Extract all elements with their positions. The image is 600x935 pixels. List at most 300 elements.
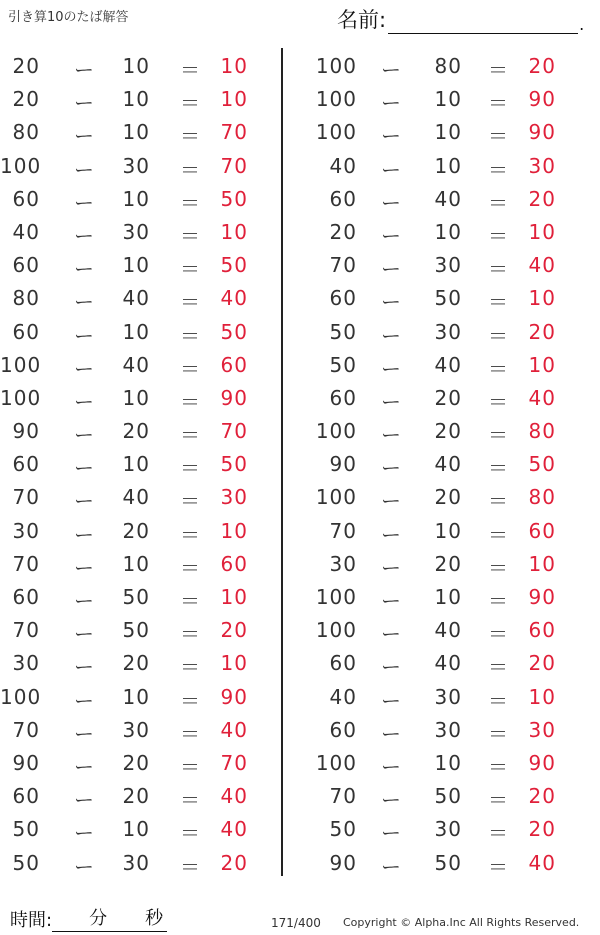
problem-row (0, 248, 280, 281)
problem-row (305, 613, 585, 646)
answer: 90 (528, 87, 556, 112)
answer: 40 (528, 253, 556, 278)
problem-row (0, 215, 280, 248)
problem-row (305, 149, 585, 182)
answer: 60 (220, 551, 248, 576)
time-blank-line (52, 909, 167, 932)
answer: 20 (528, 186, 556, 211)
subtrahend: 10 (122, 120, 150, 145)
subtrahend: 10 (122, 319, 150, 344)
problem-row (0, 613, 280, 646)
equals-sign: ＝ (180, 223, 201, 248)
equals-sign: ＝ (488, 555, 509, 580)
minus-sign: ー (381, 423, 402, 448)
minuend: 60 (329, 186, 357, 211)
minus-sign: ー (74, 290, 95, 315)
equals-sign: ＝ (488, 323, 509, 348)
problem-row (0, 49, 280, 82)
minus-sign: ー (74, 356, 95, 381)
minuend: 100 (0, 385, 42, 410)
minuend: 20 (12, 87, 40, 112)
problem-row (305, 281, 585, 314)
problem-row (0, 713, 280, 746)
minuend: 70 (329, 784, 357, 809)
minuend: 70 (12, 717, 40, 742)
answer: 30 (220, 485, 248, 510)
equals-sign: ＝ (488, 821, 509, 846)
answer: 40 (220, 817, 248, 842)
minus-sign: ー (381, 58, 402, 82)
answer: 10 (220, 87, 248, 112)
equals-sign: ＝ (180, 356, 201, 381)
equals-sign: ＝ (180, 91, 201, 116)
problem-row (0, 414, 280, 447)
answer: 70 (220, 120, 248, 145)
subtrahend: 30 (434, 684, 462, 709)
answer: 60 (220, 352, 248, 377)
answer: 70 (220, 419, 248, 444)
minus-sign: ー (74, 423, 95, 448)
minuend: 60 (12, 253, 40, 278)
problem-row (0, 480, 280, 513)
answer: 20 (528, 817, 556, 842)
answer: 90 (528, 750, 556, 775)
minus-sign: ー (381, 157, 402, 182)
equals-sign: ＝ (488, 688, 509, 713)
equals-sign: ＝ (180, 190, 201, 215)
problem-row (0, 82, 280, 115)
equals-sign: ＝ (488, 389, 509, 414)
problem-row (305, 248, 585, 281)
minuend: 80 (12, 286, 40, 311)
minutes-label: 分 (89, 908, 108, 929)
minus-sign: ー (381, 522, 402, 547)
equals-sign: ＝ (488, 91, 509, 116)
answer: 10 (220, 518, 248, 543)
subtrahend: 50 (122, 618, 150, 643)
equals-sign: ＝ (488, 721, 509, 746)
minus-sign: ー (74, 58, 95, 82)
minus-sign: ー (74, 622, 95, 647)
minus-sign: ー (74, 323, 95, 348)
subtrahend: 10 (434, 153, 462, 178)
problem-row (305, 447, 585, 480)
subtrahend: 20 (122, 784, 150, 809)
problem-row (0, 514, 280, 547)
answer: 60 (528, 618, 556, 643)
minus-sign: ー (381, 555, 402, 580)
answer: 10 (528, 684, 556, 709)
answer: 20 (528, 54, 556, 78)
subtrahend: 50 (434, 850, 462, 875)
name-dot: . (579, 15, 585, 34)
minus-sign: ー (74, 788, 95, 813)
minuend: 60 (12, 585, 40, 609)
problem-row (305, 846, 585, 879)
subtrahend: 40 (122, 485, 150, 510)
minus-sign: ー (74, 655, 95, 680)
subtrahend: 10 (122, 817, 150, 842)
minus-sign: ー (74, 223, 95, 248)
minus-sign: ー (381, 589, 402, 613)
answer: 90 (528, 120, 556, 145)
subtrahend: 40 (434, 651, 462, 676)
equals-sign: ＝ (488, 589, 509, 613)
equals-sign: ＝ (180, 655, 201, 680)
answer: 10 (528, 551, 556, 576)
subtrahend: 10 (434, 120, 462, 145)
subtrahend: 10 (122, 87, 150, 112)
minuend: 20 (329, 219, 357, 244)
equals-sign: ＝ (488, 58, 509, 82)
minuend: 90 (329, 452, 357, 477)
minuend: 50 (12, 817, 40, 842)
subtrahend: 40 (122, 286, 150, 311)
minus-sign: ー (381, 821, 402, 846)
name-blank-line (388, 9, 578, 34)
problem-row (305, 82, 585, 115)
equals-sign: ＝ (180, 157, 201, 182)
minus-sign: ー (381, 290, 402, 315)
equals-sign: ＝ (180, 124, 201, 149)
subtrahend: 10 (434, 87, 462, 112)
minuend: 70 (12, 551, 40, 576)
problem-row (305, 680, 585, 713)
minus-sign: ー (74, 522, 95, 547)
subtrahend: 30 (434, 817, 462, 842)
equals-sign: ＝ (488, 257, 509, 282)
problem-row (0, 846, 280, 879)
minus-sign: ー (381, 688, 402, 713)
minuend: 90 (329, 850, 357, 875)
problem-row (305, 182, 585, 215)
answer: 30 (528, 717, 556, 742)
subtrahend: 80 (434, 54, 462, 78)
minuend: 100 (315, 120, 357, 145)
subtrahend: 40 (122, 352, 150, 377)
minuend: 90 (12, 419, 40, 444)
answer: 50 (528, 452, 556, 477)
minuend: 70 (329, 518, 357, 543)
subtrahend: 10 (122, 253, 150, 278)
answer: 20 (220, 618, 248, 643)
minuend: 100 (315, 585, 357, 609)
subtrahend: 30 (434, 319, 462, 344)
answer: 10 (220, 219, 248, 244)
subtrahend: 10 (434, 750, 462, 775)
problem-row (305, 646, 585, 679)
answer: 70 (220, 153, 248, 178)
minus-sign: ー (74, 190, 95, 215)
minuend: 100 (315, 87, 357, 112)
answer: 90 (220, 385, 248, 410)
subtrahend: 40 (434, 186, 462, 211)
subtrahend: 20 (434, 385, 462, 410)
subtrahend: 10 (122, 385, 150, 410)
equals-sign: ＝ (488, 522, 509, 547)
minuend: 50 (329, 352, 357, 377)
equals-sign: ＝ (488, 622, 509, 647)
equals-sign: ＝ (488, 190, 509, 215)
problem-row (0, 746, 280, 779)
problem-row (0, 779, 280, 812)
problem-row (0, 447, 280, 480)
subtrahend: 20 (122, 419, 150, 444)
equals-sign: ＝ (488, 655, 509, 680)
equals-sign: ＝ (180, 721, 201, 746)
minuend: 60 (329, 717, 357, 742)
minus-sign: ー (381, 854, 402, 879)
minuend: 50 (12, 850, 40, 875)
answer: 60 (528, 518, 556, 543)
equals-sign: ＝ (488, 489, 509, 514)
answer: 40 (528, 385, 556, 410)
minus-sign: ー (74, 821, 95, 846)
right-problem-column (305, 49, 585, 879)
problem-row (305, 580, 585, 613)
equals-sign: ＝ (180, 788, 201, 813)
problem-row (305, 779, 585, 812)
minus-sign: ー (381, 124, 402, 149)
minuend: 60 (12, 784, 40, 809)
equals-sign: ＝ (488, 356, 509, 381)
minus-sign: ー (74, 589, 95, 613)
subtrahend: 20 (122, 651, 150, 676)
minuend: 30 (329, 551, 357, 576)
minus-sign: ー (381, 91, 402, 116)
equals-sign: ＝ (180, 754, 201, 779)
answer: 90 (528, 585, 556, 609)
problem-row (0, 646, 280, 679)
minus-sign: ー (381, 190, 402, 215)
equals-sign: ＝ (180, 622, 201, 647)
answer: 70 (220, 750, 248, 775)
equals-sign: ＝ (180, 290, 201, 315)
minus-sign: ー (381, 489, 402, 514)
problem-row (305, 746, 585, 779)
equals-sign: ＝ (180, 456, 201, 481)
problem-row (0, 348, 280, 381)
equals-sign: ＝ (180, 688, 201, 713)
subtrahend: 30 (434, 717, 462, 742)
equals-sign: ＝ (180, 323, 201, 348)
equals-sign: ＝ (488, 754, 509, 779)
answer: 10 (528, 352, 556, 377)
problem-row (305, 812, 585, 845)
minus-sign: ー (381, 788, 402, 813)
problem-row (305, 49, 585, 82)
minuend: 100 (315, 750, 357, 775)
minus-sign: ー (74, 721, 95, 746)
minuend: 100 (0, 352, 42, 377)
minuend: 30 (12, 651, 40, 676)
minuend: 90 (12, 750, 40, 775)
minus-sign: ー (381, 456, 402, 481)
subtrahend: 30 (122, 850, 150, 875)
minus-sign: ー (381, 323, 402, 348)
minuend: 60 (329, 651, 357, 676)
subtrahend: 20 (434, 485, 462, 510)
equals-sign: ＝ (180, 489, 201, 514)
problem-row (305, 514, 585, 547)
minuend: 50 (329, 319, 357, 344)
problem-row (305, 215, 585, 248)
problem-row (305, 713, 585, 746)
time-field (10, 906, 167, 932)
minuend: 60 (329, 286, 357, 311)
answer: 10 (528, 286, 556, 311)
subtrahend: 10 (434, 585, 462, 609)
subtrahend: 20 (122, 750, 150, 775)
answer: 10 (528, 219, 556, 244)
problem-row (305, 414, 585, 447)
equals-sign: ＝ (180, 821, 201, 846)
minuend: 100 (315, 485, 357, 510)
equals-sign: ＝ (488, 223, 509, 248)
equals-sign: ＝ (488, 788, 509, 813)
answer: 10 (220, 651, 248, 676)
answer: 20 (220, 850, 248, 875)
minus-sign: ー (74, 854, 95, 879)
answer: 10 (220, 54, 248, 78)
answer: 40 (220, 784, 248, 809)
minuend: 50 (329, 817, 357, 842)
minus-sign: ー (74, 489, 95, 514)
minuend: 80 (12, 120, 40, 145)
subtrahend: 40 (434, 352, 462, 377)
problem-row (305, 381, 585, 414)
subtrahend: 10 (434, 219, 462, 244)
problem-row (305, 315, 585, 348)
minus-sign: ー (381, 223, 402, 248)
subtrahend: 50 (122, 585, 150, 609)
subtrahend: 50 (434, 784, 462, 809)
equals-sign: ＝ (180, 58, 201, 82)
answer: 10 (220, 585, 248, 609)
subtrahend: 50 (434, 286, 462, 311)
time-label: 時間: (10, 910, 53, 931)
answer: 20 (528, 651, 556, 676)
answer: 90 (220, 684, 248, 709)
equals-sign: ＝ (180, 389, 201, 414)
subtrahend: 40 (434, 452, 462, 477)
equals-sign: ＝ (488, 124, 509, 149)
minuend: 100 (315, 54, 357, 78)
minuend: 100 (0, 684, 42, 709)
minus-sign: ー (74, 555, 95, 580)
minus-sign: ー (74, 257, 95, 282)
subtrahend: 20 (434, 419, 462, 444)
subtrahend: 30 (434, 253, 462, 278)
problem-row (0, 315, 280, 348)
minus-sign: ー (74, 456, 95, 481)
column-divider (281, 48, 283, 876)
answer: 30 (528, 153, 556, 178)
minuend: 70 (329, 253, 357, 278)
equals-sign: ＝ (180, 555, 201, 580)
subtrahend: 30 (122, 153, 150, 178)
minuend: 100 (0, 153, 42, 178)
equals-sign: ＝ (180, 257, 201, 282)
subtrahend: 40 (434, 618, 462, 643)
name-field (337, 4, 584, 34)
minus-sign: ー (381, 655, 402, 680)
minus-sign: ー (381, 754, 402, 779)
answer: 50 (220, 452, 248, 477)
minus-sign: ー (381, 622, 402, 647)
minuend: 60 (329, 385, 357, 410)
answer: 40 (220, 286, 248, 311)
problem-row (305, 547, 585, 580)
minus-sign: ー (74, 124, 95, 149)
minus-sign: ー (381, 389, 402, 414)
problem-row (0, 812, 280, 845)
problem-row (0, 281, 280, 314)
subtrahend: 10 (122, 551, 150, 576)
equals-sign: ＝ (180, 854, 201, 879)
subtrahend: 30 (122, 219, 150, 244)
minuend: 40 (329, 153, 357, 178)
minus-sign: ー (381, 257, 402, 282)
minuend: 20 (12, 54, 40, 78)
subtrahend: 10 (122, 684, 150, 709)
minuend: 60 (12, 452, 40, 477)
answer: 20 (528, 319, 556, 344)
problem-row (0, 182, 280, 215)
copyright-notice: Copyright © Alpha.Inc All Rights Reserved. (343, 916, 580, 929)
equals-sign: ＝ (488, 157, 509, 182)
problem-row (0, 547, 280, 580)
subtrahend: 10 (122, 54, 150, 78)
equals-sign: ＝ (488, 456, 509, 481)
answer: 80 (528, 419, 556, 444)
minuend: 100 (315, 419, 357, 444)
problem-row (0, 149, 280, 182)
equals-sign: ＝ (488, 290, 509, 315)
problem-row (305, 348, 585, 381)
worksheet-title: 引き算10のたば解答 (8, 10, 129, 25)
minus-sign: ー (74, 389, 95, 414)
equals-sign: ＝ (180, 423, 201, 448)
subtrahend: 20 (434, 551, 462, 576)
minuend: 100 (315, 618, 357, 643)
seconds-label: 秒 (145, 908, 164, 929)
page-number: 171/400 (271, 916, 321, 930)
problem-row (0, 680, 280, 713)
minuend: 40 (329, 684, 357, 709)
minuend: 40 (12, 219, 40, 244)
minus-sign: ー (74, 688, 95, 713)
subtrahend: 30 (122, 717, 150, 742)
subtrahend: 10 (122, 452, 150, 477)
subtrahend: 10 (122, 186, 150, 211)
answer: 50 (220, 253, 248, 278)
problem-row (0, 115, 280, 148)
minuend: 70 (12, 485, 40, 510)
equals-sign: ＝ (488, 854, 509, 879)
minus-sign: ー (381, 356, 402, 381)
equals-sign: ＝ (488, 423, 509, 448)
answer: 40 (220, 717, 248, 742)
minus-sign: ー (74, 91, 95, 116)
minus-sign: ー (74, 754, 95, 779)
problem-row (0, 580, 280, 613)
answer: 20 (528, 784, 556, 809)
name-label: 名前: (337, 8, 387, 32)
minuend: 70 (12, 618, 40, 643)
problem-row (0, 381, 280, 414)
problem-row (305, 115, 585, 148)
